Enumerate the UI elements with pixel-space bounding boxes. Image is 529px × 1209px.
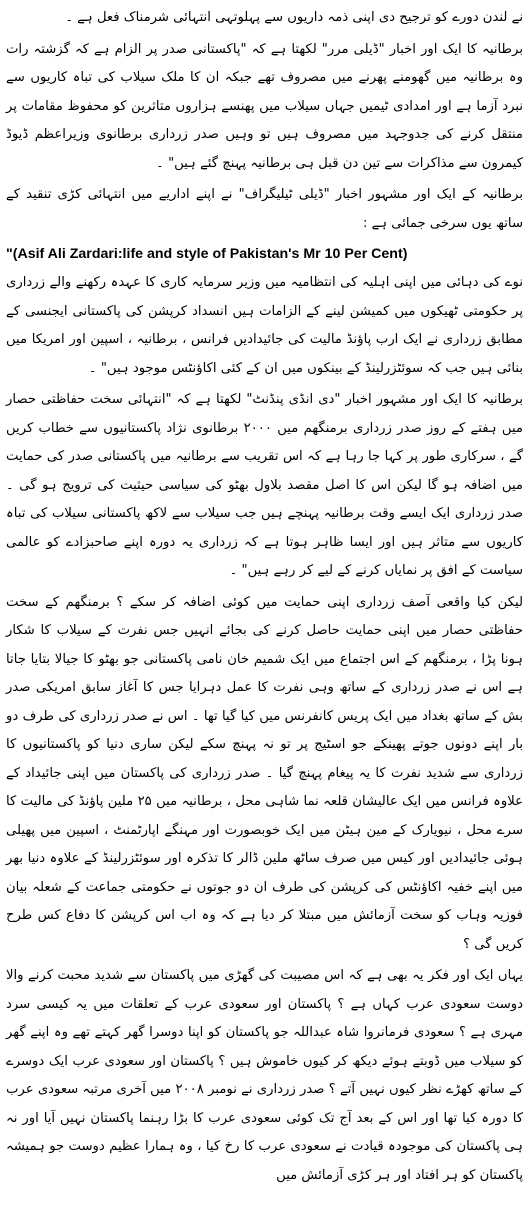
paragraph-corruption: نوے کی دہائی میں اپنی اہلیہ کی انتظامیہ میں وزیر سرمایہ کاری کا عہدہ رکھنے والے زرداری پر حکومتی ٹھیکوں میں کمیشن لینے کے الزامات ہیں انسداد کرپشن کی پاکستانی ایجنسی کے مطابق زرداری نے ایک ارب پاؤنڈ مالیت کی جائیدادیں فرانس ، برطانیہ ، اسپین اور امریکا میں بنائی ہیں جب کہ سوئٹزرلینڈ کے بینکوں میں ان کے کئی اکاؤنٹس موجود ہیں" ۔ <box>6 275 523 376</box>
paragraph-saudi: یہاں ایک اور فکر یہ بھی ہے کہ اس مصیبت کی گھڑی میں پاکستان سے شدید محبت کرنے والا دوست سعودی عرب کہاں ہے ؟ پاکستان اور سعودی عرب کے تعلقات میں یہ کیسی سرد مہری ہے ؟ سعودی فرمانروا شاہ عبداللہ جو پاکستان کو اپنا دوسرا گھر کہتے تھے وہ اپنے گھر کو سیلاب میں ڈوبتے ہوئے دیکھ کر کیوں خاموش ہیں ؟ پاکستان اور سعودی عرب ایک دوسرے کے ساتھ کھڑے نظر کیوں نہیں آتے ؟ صدر زرداری نے نومبر ۲۰۰۸ میں آخری مرتبہ سعودی عرب کا دورہ کیا تھا اور اس کے بعد آج تک کوئی سعودی عرب کا بڑا رہنما پاکستان نہیں آیا اور نہ ہی پاکستان کی موجودہ قیادت نے سعودی عرب کا رخ کیا ، وہ ہمارا عظیم دوست جو ہمیشہ پاکستان کو ہر افتاد اور ہر کڑی آزمائش میں <box>6 968 523 1183</box>
paragraph-intro: نے لندن دورے کو ترجیح دی اپنی ذمہ داریوں سے پہلوتہی انتہائی شرمناک فعل ہے ۔ <box>65 10 523 25</box>
paragraph-telegraph: برطانیہ کے ایک اور مشہور اخبار "ڈیلی ٹیلیگراف" نے اپنے اداریے میں انتہائی کڑی تنقید کے ساتھ یوں سرخی جمائی ہے : <box>6 187 523 231</box>
paragraph-independent: برطانیہ کا ایک اور مشہور اخبار "دی انڈی پنڈنٹ" لکھتا ہے کہ "انتہائی سخت حفاظتی حصار میں ہفتے کے روز صدر زرداری برمنگھم میں ۲۰۰۰ برطانوی نژاد پاکستانیوں سے خطاب کریں گے ، سرکاری طور پر کہا جا رہا ہے کہ اس تقریب سے برطانیہ میں پاکستانی صدر کی حمایت میں اضافہ ہو گا لیکن اس کا اصل مقصد بلاول بھٹو کی سیاسی حیثیت کی ترویج ہو گی ۔ صدر زرداری ایک ایسے وقت برطانیہ پہنچے ہیں جب سیلاب سے لاکھ پاکستانی سیلاب کی تباہ کاریوں سے متاثر ہیں اور ایسا ظاہر ہوتا ہے کہ زرداری یہ دورہ اپنے صاحبزادے کو عالمی سیاست کے افق پر نمایاں کرنے کے لیے کر رہے ہیں" ۔ <box>6 392 523 578</box>
english-headline: "(Asif Ali Zardari:life and style of Pakistan's Mr 10 Per Cent) <box>6 246 408 262</box>
paragraph-daily-mirror: برطانیہ کا ایک اور اخبار "ڈیلی مرر" لکھتا ہے کہ "پاکستانی صدر پر الزام ہے کہ گزشتہ رات وہ برطانیہ میں گھومنے پھرنے میں مصروف تھے جبکہ ان کا ملک سیلاب کی تباہ کاریوں سے نبرد آزما ہے اور امدادی ٹیمیں جہاں سیلاب میں پھنسے ہزاروں متاثرین کو محفوظ مقامات پر منتقل کرنے کی جدوجہد میں مصروف ہیں تو وہیں صدر زرداری برطانوی وزیراعظم ڈیوڈ کیمرون سے مذاکرات سے تین دن قبل ہی برطانیہ پہنچ گئے ہیں" ۔ <box>6 41 523 171</box>
paragraph-birmingham: لیکن کیا واقعی آصف زرداری اپنی حمایت میں کوئی اضافہ کر سکے ؟ برمنگھم کے سخت حفاظتی حصار میں اپنی حمایت حاصل کرنے کی بجائے انہیں جس نفرت کے سیلاب کا شکار ہونا پڑا ، برمنگھم کے اس اجتماع میں ایک شمیم خان نامی پاکستانی جو بھٹو کا جیالا بتایا جاتا ہے اس نے صدر زرداری کے ساتھ وہی نفرت کا عمل دہرایا جس کا آغاز سابق امریکی صدر بش کے ساتھ بغداد میں ایک پریس کانفرنس میں کیا گیا تھا ۔ اس نے صدر زرداری کی طرف دو بار اپنے دونوں جوتے پھینکے جو اسٹیج پر تو نہ پہنچ سکے لیکن ساری دنیا کو پاکستانیوں کا زرداری سے شدید نفرت کا یہ پیغام پہنچ گیا ۔ صدر زرداری کی پاکستان میں اپنی جائیداد کے علاوہ فرانس میں ایک عالیشان قلعہ نما شاہی محل ، برطانیہ میں ۲۵ ملین پاؤنڈ کی مالیت کا سرے محل ، نیویارک کے مین ہیٹن میں ایک خوبصورت اور مہنگے اپارٹمنٹ ، اسپین میں پھیلی ہوئی جائیدادیں اور کیس میں صرف ساٹھ ملین ڈالر کا تذکرہ اور سوئٹزرلینڈ کے علاوہ دنیا بھر میں اپنے خفیہ اکاؤنٹس کی کرپشن کی طرف ان دو جوتوں نے حکومتی جماعت کے شعلہ بیان فوزیہ وہاب کو سخت آزمائش میں مبتلا کر دیا ہے کہ وہ اب اس کرپشن کا دفاع کس طرح کریں گی ؟ <box>6 594 523 952</box>
